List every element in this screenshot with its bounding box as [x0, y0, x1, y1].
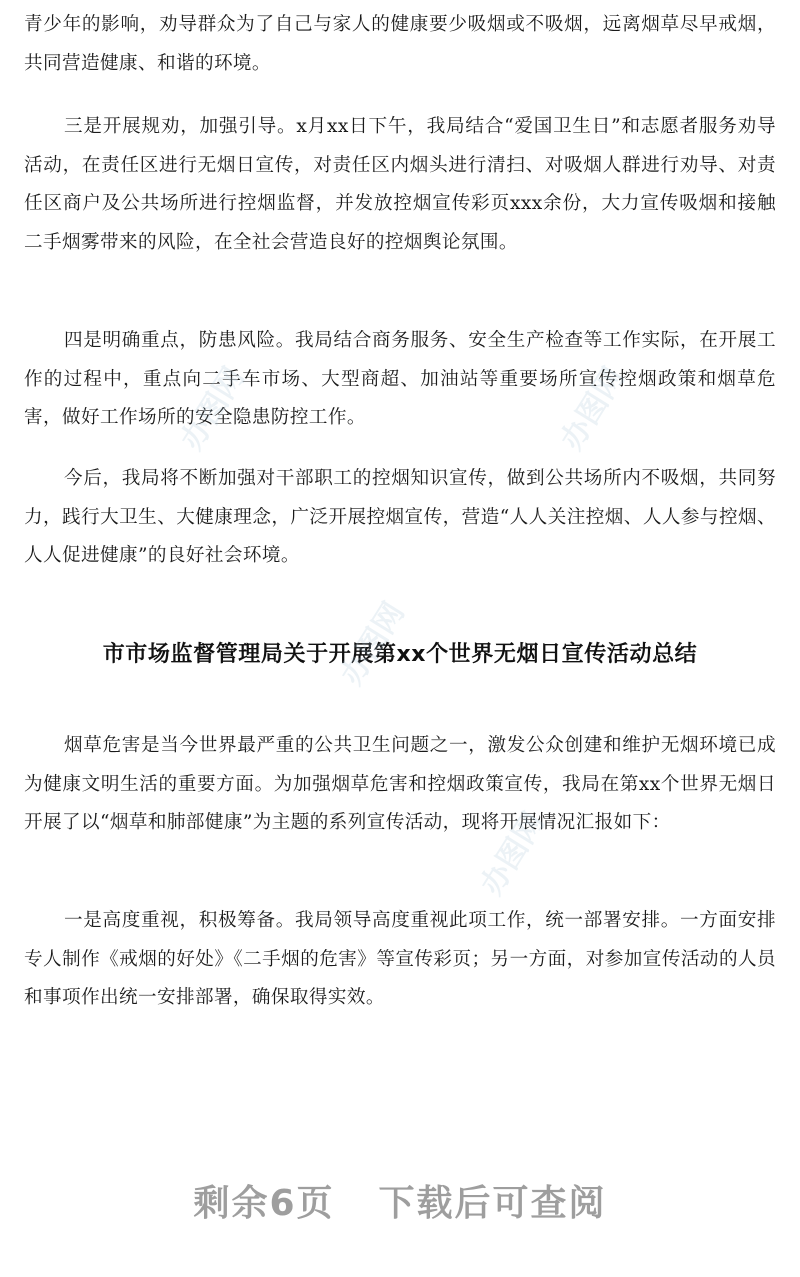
paragraph-future: 今后，我局将不断加强对干部职工的控烟知识宣传，做到公共场所内不吸烟，共同努力，践行大卫生、大健康理念，广泛开展控烟宣传，营造“人人关注控烟、人人参与控烟、人人促进健康”的良好社会环境。 [24, 468, 776, 566]
paragraph-continuation: 青少年的影响，劝导群众为了自己与家人的健康要少吸烟或不吸烟，远离烟草尽早戒烟，共同营造健康、和谐的环境。 [24, 14, 776, 74]
paragraph-guidance: 三是开展规劝，加强引导。x月xx日下午，我局结合“爱国卫生日”和志愿者服务劝导活动，在责任区进行无烟日宣传，对责任区内烟头进行清扫、对吸烟人群进行劝导、对责任区商户及公共场所进行控烟监督，并发放控烟宣传彩页xxx余份，大力宣传吸烟和接触二手烟雾带来的风险，在全社会营造良好的控烟舆论氛围。 [24, 116, 776, 253]
document-title: 市市场监督管理局关于开展第xx个世界无烟日宣传活动总结 [102, 642, 698, 667]
watermark-logo: 办图网 [554, 361, 632, 457]
paragraph-key-points: 四是明确重点，防患风险。我局结合商务服务、安全生产检查等工作实际，在开展工作的过程中，重点向二手车市场、大型商超、加油站等重要场所宣传控烟政策和烟草危害，做好工作场所的安全隐患防控工作。 [24, 330, 776, 428]
remaining-pages-label: 剩余6页 [193, 1183, 335, 1224]
watermark-logo: 办图网 [474, 806, 552, 902]
download-hint-label: 下载后可查阅 [378, 1183, 607, 1224]
watermark-logo: 办图网 [334, 596, 412, 692]
paragraph-intro: 烟草危害是当今世界最严重的公共卫生问题之一，激发公众创建和维护无烟环境已成为健康文明生活的重要方面。为加强烟草危害和控烟政策宣传，我局在第xx个世界无烟日开展了以“烟草和肺部健康”为主题的系列宣传活动，现将开展情况汇报如下： [24, 735, 776, 833]
watermark-logo: 办图网 [174, 361, 252, 457]
download-prompt[interactable] [0, 1175, 800, 1226]
paragraph-preparation: 一是高度重视，积极筹备。我局领导高度重视此项工作，统一部署安排。一方面安排专人制作《戒烟的好处》《二手烟的危害》等宣传彩页；另一方面，对参加宣传活动的人员和事项作出统一安排部署，确保取得实效。 [24, 910, 776, 1008]
